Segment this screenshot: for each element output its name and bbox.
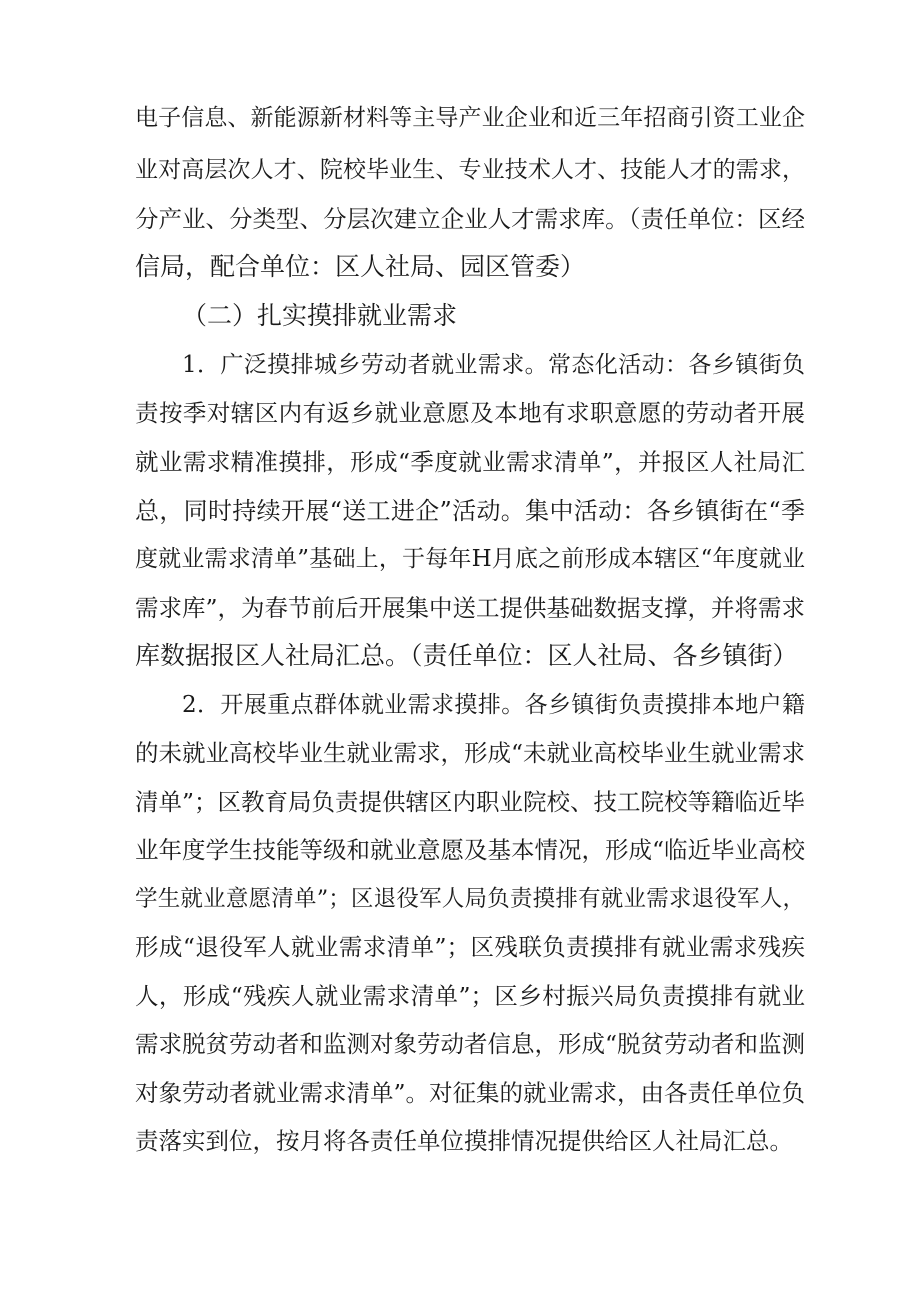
paragraph-line: 就业需求精准摸排，形成“季度就业需求清单”，并报区人社局汇 [135, 448, 805, 476]
paragraph-line: 对象劳动者就业需求清单”。对征集的就业需求，由各责任单位负 [135, 1079, 806, 1107]
paragraph-line: 责落实到位，按月将各责任单位摸排情况提供给区人社局汇总。 [135, 1127, 793, 1155]
paragraph-line: 总，同时持续开展“送工进企”活动。集中活动：各乡镇街在“季 [135, 497, 805, 525]
paragraph-line: 需求库”，为春节前后开展集中送工提供基础数据支撑，并将需求 [135, 594, 806, 622]
paragraph-line: 库数据报区人社局汇总。（责任单位：区人社局、各乡镇街） [135, 641, 798, 670]
paragraph-line: 业年度学生技能等级和就业意愿及基本情况，形成“临近毕业高校 [135, 836, 806, 864]
paragraph-line: 清单”；区教育局负责提供辖区内职业院校、技工院校等籍临近毕 [135, 788, 806, 816]
paragraph-line: 2．开展重点群体就业需求摸排。各乡镇街负责摸排本地户籍 [182, 692, 805, 718]
paragraph-line: 形成“退役军人就业需求清单”；区残联负责摸排有就业需求残疾 [135, 933, 805, 961]
paragraph-line: 电子信息、新能源新材料等主导产业企业和近三年招商引资工业企 [135, 105, 805, 131]
paragraph-line: 需求脱贫劳动者和监测对象劳动者信息，形成“脱贫劳动者和监测 [135, 1030, 806, 1058]
paragraph-line: 人，形成“残疾人就业需求清单”；区乡村振兴局负责摸排有就业 [135, 982, 805, 1010]
paragraph-line: 信局，配合单位：区人社局、园区管委） [135, 252, 586, 281]
paragraph-line: 的未就业高校毕业生就业需求，形成“未就业高校毕业生就业需求 [135, 739, 806, 767]
section-heading: （二）扎实摸排就业需求 [182, 301, 458, 330]
paragraph-line: 业对高层次人才、院校毕业生、专业技术人才、技能人才的需求， [135, 157, 805, 183]
paragraph-line: 1．广泛摸排城乡劳动者就业需求。常态化活动：各乡镇街负 [182, 352, 805, 378]
paragraph-line: 分产业、分类型、分层次建立企业人才需求库。（责任单位：区经 [135, 205, 805, 233]
paragraph-line: 学生就业意愿清单”；区退役军人局负责摸排有就业需求退役军人， [135, 886, 805, 912]
paragraph-line: 责按季对辖区内有返乡就业意愿及本地有求职意愿的劳动者开展 [135, 399, 805, 427]
paragraph-line: 度就业需求清单”基础上，于每年H月底之前形成本辖区“年度就业 [135, 546, 805, 572]
